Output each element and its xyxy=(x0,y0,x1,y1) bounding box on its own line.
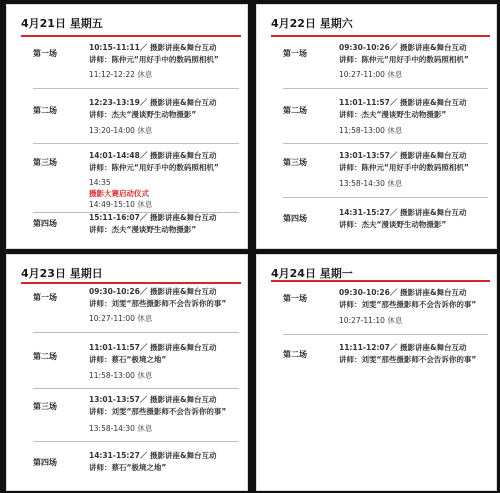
session-break: 13:20-14:00 休息 xyxy=(89,126,153,135)
card-title: 4月22日 星期六 xyxy=(271,17,353,30)
title-underline xyxy=(21,282,241,284)
session-break: 11:58-13:00 休息 xyxy=(89,371,153,380)
session-time: 09:30-10:26／ 摄影讲座&舞台互动 xyxy=(339,43,467,52)
session-time: 14:31-15:27／ 摄影讲座&舞台互动 xyxy=(89,451,217,460)
session-speaker: 讲师：刘雯“那些摄影师不会告诉你的事” xyxy=(89,407,227,416)
session-time: 13:01-13:57／ 摄影讲座&舞台互动 xyxy=(339,151,467,160)
session-label: 第二场 xyxy=(283,106,307,115)
title-underline xyxy=(271,280,490,282)
session-break: 13:58-14:30 休息 xyxy=(89,424,153,433)
divider xyxy=(33,441,239,442)
session-time: 10:15-11:11／ 摄影讲座&舞台互动 xyxy=(89,43,217,52)
card-title: 4月21日 星期五 xyxy=(21,17,103,30)
session-time: 09:30-10:26／ 摄影讲座&舞台互动 xyxy=(89,287,217,296)
session-break: 10:27-11:00 休息 xyxy=(339,70,403,79)
schedule-card-apr24 xyxy=(256,254,497,491)
session-time: 11:01-11:57／ 摄影讲座&舞台互动 xyxy=(339,98,467,107)
divider xyxy=(33,388,239,389)
session-time: 13:01-13:57／ 摄影讲座&舞台互动 xyxy=(89,395,217,404)
session-break: 13:58-14:30 休息 xyxy=(339,179,403,188)
session-speaker: 讲师：杰夫“漫谈野生动物摄影” xyxy=(89,110,197,119)
divider xyxy=(283,143,488,144)
session-time: 15:11-16:07／ 摄影讲座&舞台互动 xyxy=(89,213,217,222)
divider xyxy=(33,88,239,89)
session-speaker: 讲师：刘雯“那些摄影师不会告诉你的事” xyxy=(339,300,477,309)
session-speaker: 讲师：刘雯“那些摄影师不会告诉你的事” xyxy=(339,355,477,364)
divider xyxy=(283,197,488,198)
session-label: 第四场 xyxy=(33,458,57,467)
session-speaker: 讲师：陈仲元“用好手中的数码照相机” xyxy=(89,55,219,64)
session-time: 14:01-14:48／ 摄影讲座&舞台互动 xyxy=(89,151,217,160)
session-label: 第三场 xyxy=(33,158,57,167)
ceremony-time: 14:35 xyxy=(89,178,111,187)
divider xyxy=(33,143,239,144)
session-time: 12:23-13:19／ 摄影讲座&舞台互动 xyxy=(89,98,217,107)
session-speaker: 讲师：杰夫“漫谈野生动物摄影” xyxy=(339,220,447,229)
session-break: 14:49-15:10 休息 xyxy=(89,200,153,209)
session-speaker: 讲师：陈仲元“用好手中的数码照相机” xyxy=(89,163,219,172)
session-speaker: 讲师：蔡石“极境之地” xyxy=(89,463,167,472)
session-speaker: 讲师：陈仲元“用好手中的数码照相机” xyxy=(339,163,469,172)
schedule-card-apr23 xyxy=(6,254,248,491)
session-label: 第三场 xyxy=(33,402,57,411)
session-break: 11:12-12:22 休息 xyxy=(89,70,153,79)
card-title: 4月24日 星期一 xyxy=(271,267,353,280)
session-label: 第一场 xyxy=(33,293,57,302)
session-speaker: 讲师：杰夫“漫谈野生动物摄影” xyxy=(89,225,197,234)
session-break: 11:58-13:00 休息 xyxy=(339,126,403,135)
session-break: 10:27-11:00 休息 xyxy=(89,314,153,323)
session-speaker: 讲师：蔡石“极境之地” xyxy=(89,355,167,364)
session-speaker: 讲师：杰夫“漫谈野生动物摄影” xyxy=(339,110,447,119)
session-speaker: 讲师：陈仲元“用好手中的数码照相机” xyxy=(339,55,469,64)
session-speaker: 讲师：刘雯“那些摄影师不会告诉你的事” xyxy=(89,299,227,308)
schedule-card-apr22 xyxy=(256,4,497,249)
divider xyxy=(283,334,488,335)
divider xyxy=(283,88,488,89)
schedule-card-apr21 xyxy=(6,4,248,249)
session-label: 第三场 xyxy=(283,158,307,167)
title-underline xyxy=(21,35,241,37)
ceremony-highlight: 摄影大赛启动仪式 xyxy=(89,189,149,198)
title-underline xyxy=(271,35,490,37)
session-label: 第一场 xyxy=(283,49,307,58)
session-time: 09:30-10:26／ 摄影讲座&舞台互动 xyxy=(339,288,467,297)
session-label: 第一场 xyxy=(283,294,307,303)
divider xyxy=(33,332,239,333)
session-time: 14:31-15:27／ 摄影讲座&舞台互动 xyxy=(339,208,467,217)
session-break: 10:27-11:10 休息 xyxy=(339,316,403,325)
session-label: 第二场 xyxy=(33,106,57,115)
card-title: 4月23日 星期日 xyxy=(21,267,103,280)
session-label: 第一场 xyxy=(33,49,57,58)
session-label: 第四场 xyxy=(33,219,57,228)
session-label: 第二场 xyxy=(33,352,57,361)
session-time: 11:01-11:57／ 摄影讲座&舞台互动 xyxy=(89,343,217,352)
session-label: 第二场 xyxy=(283,350,307,359)
session-time: 11:11-12:07／ 摄影讲座&舞台互动 xyxy=(339,343,467,352)
session-label: 第四场 xyxy=(283,214,307,223)
